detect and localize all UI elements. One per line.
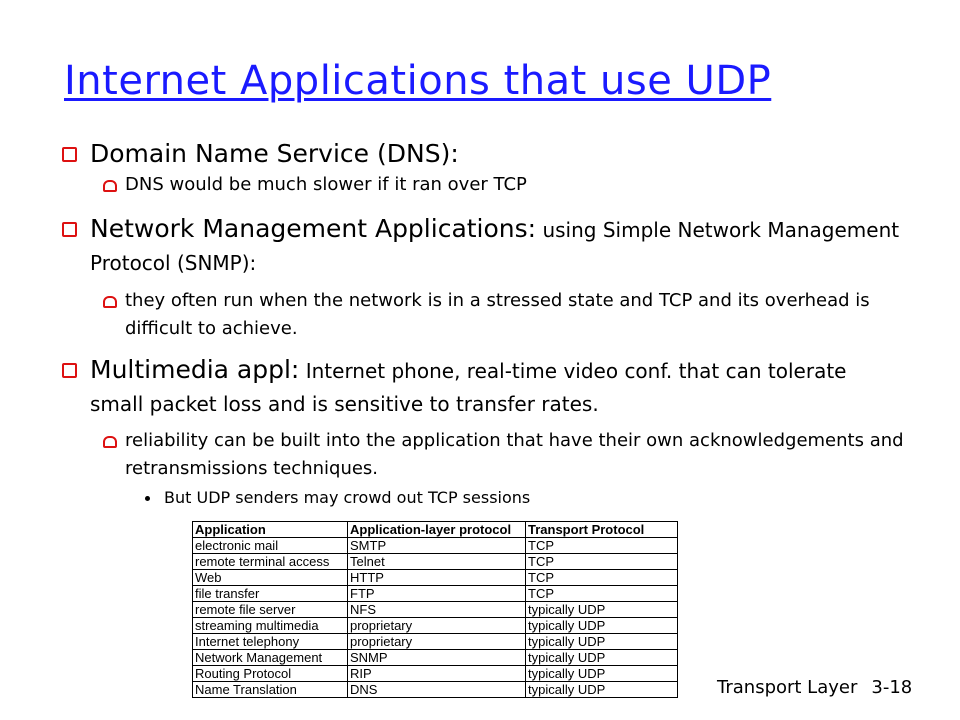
table-cell: Internet telephony [193,634,348,650]
table-cell: typically UDP [526,666,678,682]
bullet-multimedia-text [90,354,906,420]
bullet-network-management-text [90,213,906,279]
footer-chapter: Transport Layer [717,677,858,698]
table-cell: RIP [348,666,526,682]
bullet-network-management-heading: Network Management Applications: [90,214,537,243]
bullet-dns [66,138,906,169]
table-cell: typically UDP [526,618,678,634]
slide-title: Internet Applications that use UDP [64,58,772,104]
footer-page-number: 3-18 [871,677,913,698]
table-row [193,634,678,650]
table-cell: SMTP [348,538,526,554]
table-cell: HTTP [348,570,526,586]
slide-footer [717,677,912,698]
bullet-network-management [66,213,906,279]
table-row [193,538,678,554]
table-row [193,618,678,634]
table-cell: TCP [526,554,678,570]
table-cell: remote terminal access [193,554,348,570]
table-row [193,570,678,586]
table-cell: TCP [526,570,678,586]
sub-sub-bullet-text: But UDP senders may crowd out TCP sessions [164,488,531,507]
table-cell: typically UDP [526,602,678,618]
table-header-row [193,522,678,538]
table-cell: SNMP [348,650,526,666]
table-cell: typically UDP [526,682,678,698]
sub-bullet-network-management [105,287,905,343]
bullet-network-management-detail: using Simple Network Management Protocol (SNMP): [90,218,900,275]
sub-bullet-dns [105,171,905,199]
arch-bullet-icon [103,436,117,448]
table-cell: NFS [348,602,526,618]
square-bullet-icon [62,147,77,162]
table-cell: FTP [348,586,526,602]
bullet-multimedia-heading: Multimedia appl: [90,355,300,384]
table-row [193,682,678,698]
bullet-multimedia-detail: Internet phone, real-time video conf. that can tolerate small packet loss and is sensitive to transfer rates. [90,359,847,416]
dot-bullet-icon [145,496,150,501]
table-cell: typically UDP [526,650,678,666]
table-row [193,554,678,570]
sub-sub-bullet-multimedia [145,488,530,508]
table-cell: streaming multimedia [193,618,348,634]
protocol-table [192,521,678,698]
table-cell: DNS [348,682,526,698]
table-header-application: Application [193,522,348,538]
table-cell: Routing Protocol [193,666,348,682]
table-cell: TCP [526,586,678,602]
square-bullet-icon [62,363,77,378]
sub-bullet-multimedia-text: reliability can be built into the application that have their own acknowledgements and retransmissions techniques. [125,430,904,479]
table-header-transport-protocol: Transport Protocol [526,522,678,538]
arch-bullet-icon [103,296,117,308]
table-cell: Network Management [193,650,348,666]
arch-bullet-icon [103,180,117,192]
table-cell: proprietary [348,618,526,634]
bullet-dns-heading: Domain Name Service (DNS): [90,139,459,168]
table-cell: typically UDP [526,634,678,650]
table-row [193,586,678,602]
table-row [193,666,678,682]
table-cell: Telnet [348,554,526,570]
table-cell: TCP [526,538,678,554]
table-cell: file transfer [193,586,348,602]
table-header-app-layer-protocol: Application-layer protocol [348,522,526,538]
table-row [193,602,678,618]
table-cell: electronic mail [193,538,348,554]
table-cell: Web [193,570,348,586]
sub-bullet-multimedia [105,427,905,483]
sub-bullet-network-management-text: they often run when the network is in a stressed state and TCP and its overhead is difficult to achieve. [125,290,870,339]
square-bullet-icon [62,222,77,237]
table-cell: Name Translation [193,682,348,698]
table-cell: remote file server [193,602,348,618]
sub-bullet-dns-text: DNS would be much slower if it ran over TCP [125,174,527,195]
table-row [193,650,678,666]
bullet-multimedia [66,354,906,420]
table-cell: proprietary [348,634,526,650]
